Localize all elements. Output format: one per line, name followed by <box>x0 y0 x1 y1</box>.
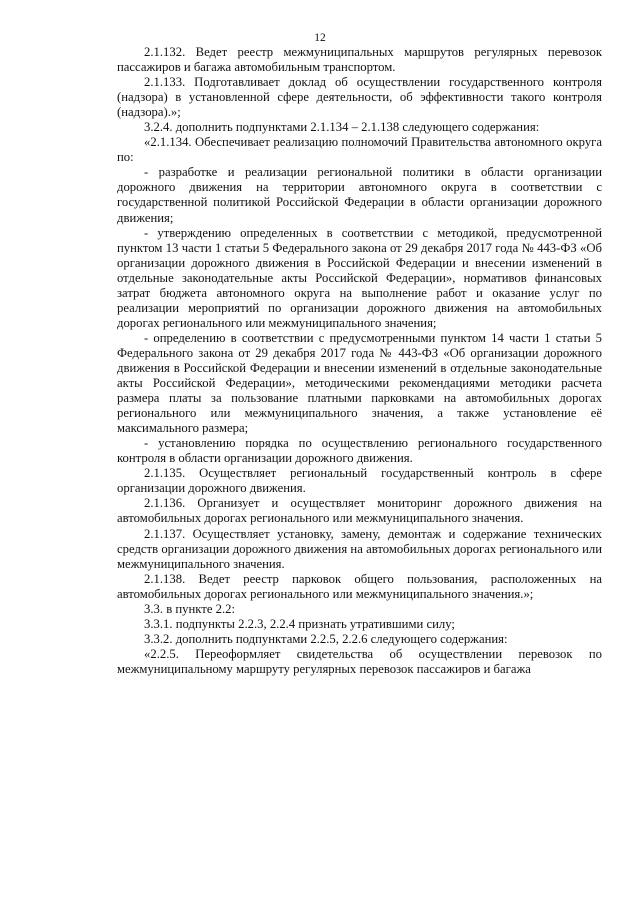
page-number: 12 <box>314 32 326 44</box>
list-item-parking-fee: - определению в соответствии с предусмотренными пунктом 14 части 1 статьи 5 Федерального закона от 29 декабря 2017 года № 443-ФЗ «Об организации дорожного движения в Российской Федерации и внесении изменений в отдельные законодательные акты Российской Федерации», методическими рекомендациями методики расчета размера платы за пользование платными парковками на автомобильных дорогах регионального или межмуниципального значения, а также установление её максимального размера; <box>117 330 602 436</box>
list-item-control-procedure: - установлению порядка по осуществлению регионального государственного контроля в области организации дорожного движения. <box>117 436 602 466</box>
paragraph-2-1-132: 2.1.132. Ведет реестр межмуниципальных маршрутов регулярных перевозок пассажиров и багажа автомобильным транспортом. <box>117 45 602 75</box>
list-item-approval-norms: - утверждению определенных в соответствии с методикой, предусмотренной пунктом 13 части 1 статьи 5 Федерального закона от 29 декабря 2017 года № 443-ФЗ «Об организации дорожного движения в Российской Федерации и внесении изменений в отдельные законодательные акты Российской Федерации», нормативов финансовых затрат бюджета автономного округа на выполнение работ и оказание услуг по реализации мероприятий по организации дорожного движения на автомобильных дорогах регионального или межмуниципального значения; <box>117 225 602 330</box>
paragraph-3-2-4: 3.2.4. дополнить подпунктами 2.1.134 – 2.1.138 следующего содержания: <box>144 120 540 135</box>
paragraph-2-1-135: 2.1.135. Осуществляет региональный государственный контроль в сфере организации дорожного движения. <box>117 466 602 496</box>
paragraph-3-3-1: 3.3.1. подпункты 2.2.3, 2.2.4 признать утратившими силу; <box>144 616 455 631</box>
paragraph-2-1-133: 2.1.133. Подготавливает доклад об осуществлении государственного контроля (надзора) в установленной сфере деятельности, об эффективности такого контроля (надзора).»; <box>117 75 602 120</box>
list-item-regional-policy: - разработке и реализации региональной политики в области организации дорожного движения на территории автономного округа в соответствии с государственной политикой Российской Федерации в области организации дорожного движения; <box>117 165 602 225</box>
paragraph-2-1-138: 2.1.138. Ведет реестр парковок общего пользования, расположенных на автомобильных дорогах регионального или межмуниципального значения.»; <box>117 571 602 601</box>
paragraph-2-1-136: 2.1.136. Организует и осуществляет мониторинг дорожного движения на автомобильных дорогах регионального или межмуниципального значения. <box>117 496 602 526</box>
paragraph-2-2-5: «2.2.5. Переоформляет свидетельства об осуществлении перевозок по межмуниципальному маршруту регулярных перевозок пассажиров и багажа <box>117 646 602 676</box>
paragraph-2-1-137: 2.1.137. Осуществляет установку, замену, демонтаж и содержание технических средств организации дорожного движения на автомобильных дорогах регионального или межмуниципального значения. <box>117 526 602 571</box>
paragraph-2-1-134: «2.1.134. Обеспечивает реализацию полномочий Правительства автономного округа по: <box>117 135 602 165</box>
document-body <box>117 45 602 677</box>
paragraph-3-3-2: 3.3.2. дополнить подпунктами 2.2.5, 2.2.6 следующего содержания: <box>144 631 508 646</box>
paragraph-3-3: 3.3. в пункте 2.2: <box>144 601 236 616</box>
